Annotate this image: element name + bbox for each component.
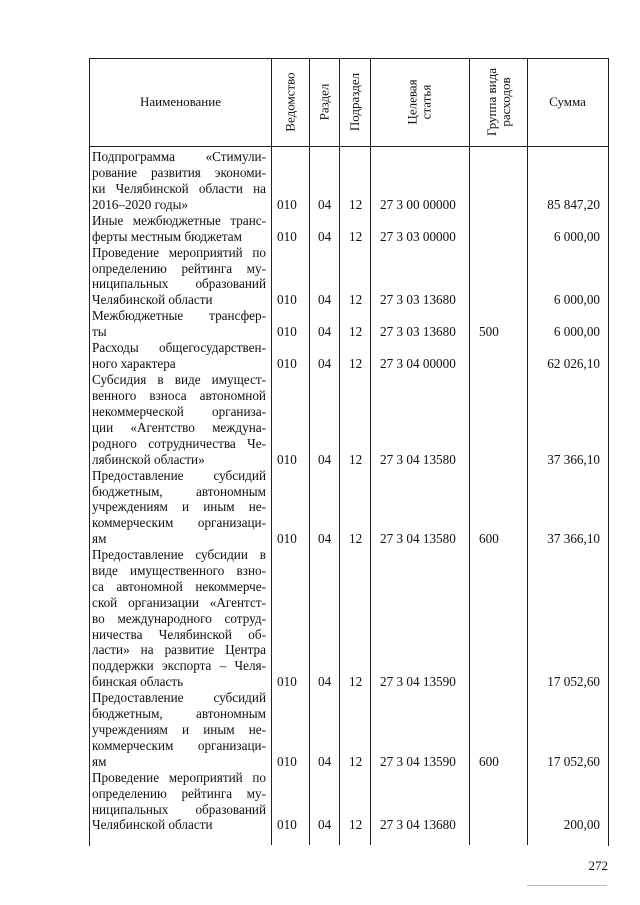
header-vedomstvo: Ведомство — [282, 72, 298, 132]
row-vedomstvo: 010 — [277, 674, 297, 690]
row-name-line: некоммерческой организа- — [92, 404, 266, 420]
row-razdel: 04 — [318, 324, 332, 340]
row-celevaya-statya: 27 3 03 13680 — [380, 324, 456, 340]
row-name-line: Челябинской области — [92, 292, 213, 308]
row-name — [92, 149, 266, 212]
row-name-line: коммерческим организаци- — [92, 515, 266, 531]
row-name-line: ты — [92, 324, 107, 340]
row-vedomstvo: 010 — [277, 451, 297, 467]
row-vedomstvo: 010 — [277, 292, 297, 308]
row-name-line: Межбюджетные трансфер- — [92, 308, 266, 324]
row-vedomstvo: 010 — [277, 531, 297, 547]
row-razdel: 04 — [318, 451, 332, 467]
row-summa: 6 000,00 — [553, 292, 600, 308]
row-name-line: Проведение мероприятий по — [92, 244, 266, 260]
row-celevaya-statya: 27 3 03 00000 — [380, 228, 456, 244]
row-razdel: 04 — [318, 531, 332, 547]
row-summa: 17 052,60 — [547, 753, 600, 769]
row-name-line: Предоставление субсидии в — [92, 547, 266, 563]
row-summa: 37 366,10 — [547, 531, 600, 547]
row-razdel: 04 — [318, 753, 332, 769]
row-name — [92, 468, 266, 547]
row-name — [92, 308, 266, 340]
row-celevaya-statya: 27 3 04 00000 — [380, 356, 456, 372]
row-name-line: ям — [92, 753, 107, 769]
row-podrazdel: 12 — [349, 817, 363, 833]
header-name: Наименование — [140, 94, 221, 109]
row-celevaya-statya: 27 3 03 13680 — [380, 292, 456, 308]
row-name-line: поддержки экспорта – Челя- — [92, 658, 266, 674]
row-podrazdel: 12 — [349, 324, 363, 340]
row-vedomstvo: 010 — [277, 324, 297, 340]
row-name-line: рование развития экономи- — [92, 164, 266, 180]
row-summa: 200,00 — [563, 817, 600, 833]
row-podrazdel: 12 — [349, 228, 363, 244]
row-summa: 85 847,20 — [547, 196, 600, 212]
row-name — [92, 547, 266, 690]
column-divider — [339, 58, 340, 845]
row-name-line: ного характера — [92, 356, 176, 372]
row-name-line: Челябинской области — [92, 817, 213, 833]
row-podrazdel: 12 — [349, 356, 363, 372]
row-name-line: ниципальных образований — [92, 801, 266, 817]
row-podrazdel: 12 — [349, 531, 363, 547]
row-name-line: Предоставление субсидий — [92, 690, 266, 706]
row-celevaya-statya: 27 3 04 13580 — [380, 531, 456, 547]
row-podrazdel: 12 — [349, 292, 363, 308]
row-name-line: определению рейтинга му- — [92, 260, 266, 276]
row-razdel: 04 — [318, 292, 332, 308]
row-name-line: ям — [92, 531, 107, 547]
row-name-line: ки Челябинской области на — [92, 180, 266, 196]
column-divider — [370, 58, 371, 845]
row-name — [92, 340, 266, 372]
header-podrazdel: Подраздел — [347, 72, 363, 132]
header-divider — [89, 146, 608, 147]
row-vedomstvo: 010 — [277, 228, 297, 244]
row-name-line: учреждениям и иным не- — [92, 499, 266, 515]
row-name-line: са автономной некоммерче- — [92, 579, 266, 595]
row-summa: 37 366,10 — [547, 451, 600, 467]
row-podrazdel: 12 — [349, 674, 363, 690]
row-podrazdel: 12 — [349, 451, 363, 467]
row-summa: 62 026,10 — [547, 356, 600, 372]
row-name-line: бюджетным, автономным — [92, 483, 266, 499]
row-name-line: во международного сотруд- — [92, 610, 266, 626]
row-name-line: коммерческим организаци- — [92, 737, 266, 753]
page-number: 272 — [588, 858, 608, 873]
column-divider — [469, 58, 470, 845]
row-name-line: бинская область — [92, 674, 184, 690]
row-summa: 17 052,60 — [547, 674, 600, 690]
row-celevaya-statya: 27 3 04 13680 — [380, 817, 456, 833]
row-vedomstvo: 010 — [277, 356, 297, 372]
row-name-line: Расходы общегосударствен- — [92, 340, 266, 356]
row-celevaya-statya: 27 3 04 13590 — [380, 674, 456, 690]
header-summa: Сумма — [549, 94, 586, 109]
row-summa: 6 000,00 — [553, 324, 600, 340]
row-name-line: Субсидия в виде имущест- — [92, 372, 266, 388]
row-vedomstvo: 010 — [277, 817, 297, 833]
row-name-line: 2016–2020 годы» — [92, 196, 189, 212]
row-name-line: Предоставление субсидий — [92, 467, 266, 483]
column-divider — [527, 58, 528, 845]
row-name-line: ласти» на развитие Центра — [92, 642, 266, 658]
column-divider — [271, 58, 272, 845]
row-name-line: бюджетным, автономным — [92, 706, 266, 722]
row-celevaya-statya: 27 3 04 13590 — [380, 753, 456, 769]
row-name-line: определению рейтинга му- — [92, 785, 266, 801]
row-razdel: 04 — [318, 196, 332, 212]
row-name — [92, 770, 266, 833]
row-podrazdel: 12 — [349, 753, 363, 769]
row-name-line: ской организации «Агентст- — [92, 594, 266, 610]
row-name-line: лябинской области» — [92, 451, 205, 467]
row-name-line: Подпрограмма «Стимули- — [92, 149, 266, 164]
row-vedomstvo: 010 — [277, 753, 297, 769]
row-name-line: виде имущественного взно- — [92, 563, 266, 579]
row-name — [92, 690, 266, 769]
row-name — [92, 372, 266, 467]
row-name-line: ции «Агентство междуна- — [92, 419, 266, 435]
row-vedomstvo: 010 — [277, 196, 297, 212]
row-celevaya-statya: 27 3 00 00000 — [380, 196, 456, 212]
row-name-line: учреждениям и иным не- — [92, 721, 266, 737]
header-gruppa-vida-rashodov: Группа вида расходов — [483, 68, 513, 136]
row-gruppa: 600 — [479, 753, 499, 769]
row-summa: 6 000,00 — [553, 228, 600, 244]
header-celevaya-statya: Целевая статья — [404, 79, 434, 125]
row-podrazdel: 12 — [349, 196, 363, 212]
row-name — [92, 245, 266, 308]
row-celevaya-statya: 27 3 04 13580 — [380, 451, 456, 467]
row-name-line: Иные межбюджетные транс- — [92, 212, 266, 228]
row-name-line: Проведение мероприятий по — [92, 769, 266, 785]
row-gruppa: 600 — [479, 531, 499, 547]
row-name — [92, 213, 266, 245]
row-razdel: 04 — [318, 817, 332, 833]
row-name-line: ниципальных образований — [92, 276, 266, 292]
row-name-line: ничества Челябинской об- — [92, 626, 266, 642]
row-name-line: родного сотрудничества Че- — [92, 435, 266, 451]
column-divider — [309, 58, 310, 845]
row-gruppa: 500 — [479, 324, 499, 340]
header-razdel: Раздел — [316, 83, 332, 121]
row-name-line: ферты местным бюджетам — [92, 228, 242, 244]
footer-rule — [527, 885, 607, 886]
row-name-line: венного взноса автономной — [92, 388, 266, 404]
row-razdel: 04 — [318, 674, 332, 690]
row-razdel: 04 — [318, 356, 332, 372]
row-razdel: 04 — [318, 228, 332, 244]
